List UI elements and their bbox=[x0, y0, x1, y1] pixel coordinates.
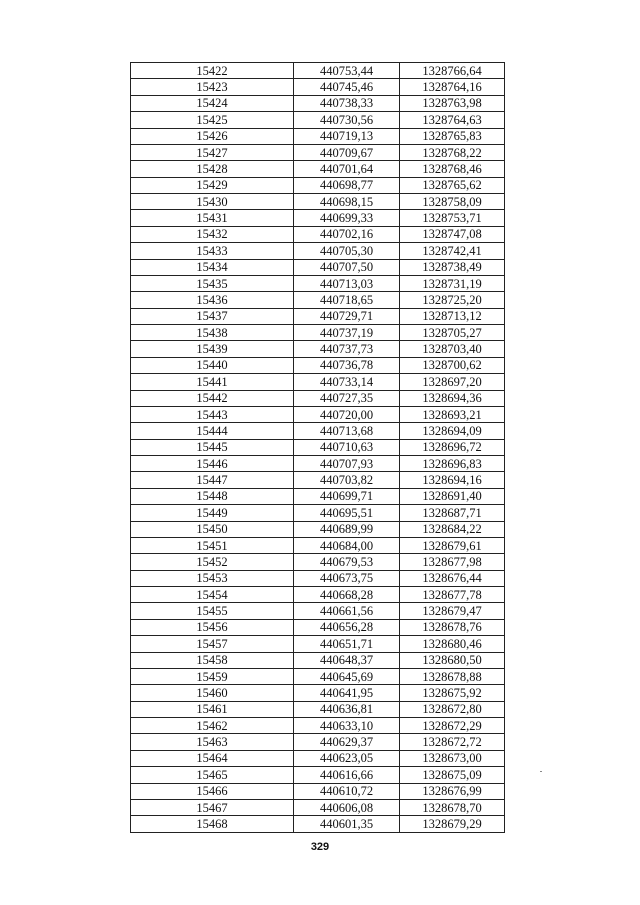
table-row bbox=[131, 701, 505, 717]
point-number-cell: 15427 bbox=[131, 144, 294, 160]
table-row bbox=[131, 603, 505, 619]
point-number-cell: 15460 bbox=[131, 685, 294, 701]
y-coordinate-cell: 1328693,21 bbox=[400, 406, 505, 422]
y-coordinate-cell: 1328677,78 bbox=[400, 587, 505, 603]
y-coordinate-cell: 1328700,62 bbox=[400, 357, 505, 373]
y-coordinate-cell: 1328687,71 bbox=[400, 505, 505, 521]
table-row bbox=[131, 423, 505, 439]
x-coordinate-cell: 440737,19 bbox=[294, 325, 400, 341]
y-coordinate-cell: 1328679,29 bbox=[400, 816, 505, 832]
y-coordinate-cell: 1328753,71 bbox=[400, 210, 505, 226]
point-number-cell: 15429 bbox=[131, 177, 294, 193]
point-number-cell: 15464 bbox=[131, 750, 294, 766]
x-coordinate-cell: 440648,37 bbox=[294, 652, 400, 668]
x-coordinate-cell: 440753,44 bbox=[294, 63, 400, 79]
point-number-cell: 15466 bbox=[131, 783, 294, 799]
point-number-cell: 15445 bbox=[131, 439, 294, 455]
table-row bbox=[131, 505, 505, 521]
point-number-cell: 15463 bbox=[131, 734, 294, 750]
y-coordinate-cell: 1328679,61 bbox=[400, 537, 505, 553]
table-row bbox=[131, 718, 505, 734]
point-number-cell: 15441 bbox=[131, 374, 294, 390]
x-coordinate-cell: 440629,37 bbox=[294, 734, 400, 750]
table-row bbox=[131, 292, 505, 308]
x-coordinate-cell: 440718,65 bbox=[294, 292, 400, 308]
table-row bbox=[131, 112, 505, 128]
point-number-cell: 15468 bbox=[131, 816, 294, 832]
point-number-cell: 15467 bbox=[131, 799, 294, 815]
point-number-cell: 15461 bbox=[131, 701, 294, 717]
point-number-cell: 15458 bbox=[131, 652, 294, 668]
x-coordinate-cell: 440727,35 bbox=[294, 390, 400, 406]
y-coordinate-cell: 1328678,76 bbox=[400, 619, 505, 635]
y-coordinate-cell: 1328766,64 bbox=[400, 63, 505, 79]
y-coordinate-cell: 1328672,80 bbox=[400, 701, 505, 717]
table-row bbox=[131, 783, 505, 799]
y-coordinate-cell: 1328679,47 bbox=[400, 603, 505, 619]
table-row bbox=[131, 210, 505, 226]
y-coordinate-cell: 1328747,08 bbox=[400, 226, 505, 242]
table-row bbox=[131, 161, 505, 177]
point-number-cell: 15449 bbox=[131, 505, 294, 521]
table-row bbox=[131, 472, 505, 488]
x-coordinate-cell: 440633,10 bbox=[294, 718, 400, 734]
table-row bbox=[131, 63, 505, 79]
point-number-cell: 15430 bbox=[131, 194, 294, 210]
point-number-cell: 15465 bbox=[131, 767, 294, 783]
x-coordinate-cell: 440736,78 bbox=[294, 357, 400, 373]
point-number-cell: 15440 bbox=[131, 357, 294, 373]
point-number-cell: 15426 bbox=[131, 128, 294, 144]
x-coordinate-cell: 440699,33 bbox=[294, 210, 400, 226]
x-coordinate-cell: 440668,28 bbox=[294, 587, 400, 603]
y-coordinate-cell: 1328697,20 bbox=[400, 374, 505, 390]
table-row bbox=[131, 488, 505, 504]
y-coordinate-cell: 1328703,40 bbox=[400, 341, 505, 357]
table-row bbox=[131, 341, 505, 357]
table-row bbox=[131, 636, 505, 652]
y-coordinate-cell: 1328680,50 bbox=[400, 652, 505, 668]
y-coordinate-cell: 1328738,49 bbox=[400, 259, 505, 275]
table-row bbox=[131, 816, 505, 832]
point-number-cell: 15442 bbox=[131, 390, 294, 406]
point-number-cell: 15434 bbox=[131, 259, 294, 275]
y-coordinate-cell: 1328765,62 bbox=[400, 177, 505, 193]
point-number-cell: 15431 bbox=[131, 210, 294, 226]
y-coordinate-cell: 1328694,36 bbox=[400, 390, 505, 406]
scan-speck bbox=[540, 771, 542, 772]
point-number-cell: 15422 bbox=[131, 63, 294, 79]
coordinates-table-body bbox=[131, 63, 505, 833]
y-coordinate-cell: 1328758,09 bbox=[400, 194, 505, 210]
x-coordinate-cell: 440601,35 bbox=[294, 816, 400, 832]
table-row bbox=[131, 685, 505, 701]
y-coordinate-cell: 1328694,09 bbox=[400, 423, 505, 439]
x-coordinate-cell: 440720,00 bbox=[294, 406, 400, 422]
x-coordinate-cell: 440733,14 bbox=[294, 374, 400, 390]
y-coordinate-cell: 1328705,27 bbox=[400, 325, 505, 341]
point-number-cell: 15433 bbox=[131, 243, 294, 259]
coordinates-table bbox=[130, 62, 505, 833]
point-number-cell: 15452 bbox=[131, 554, 294, 570]
x-coordinate-cell: 440695,51 bbox=[294, 505, 400, 521]
y-coordinate-cell: 1328676,44 bbox=[400, 570, 505, 586]
table-row bbox=[131, 456, 505, 472]
point-number-cell: 15436 bbox=[131, 292, 294, 308]
x-coordinate-cell: 440698,77 bbox=[294, 177, 400, 193]
x-coordinate-cell: 440737,73 bbox=[294, 341, 400, 357]
y-coordinate-cell: 1328765,83 bbox=[400, 128, 505, 144]
point-number-cell: 15425 bbox=[131, 112, 294, 128]
y-coordinate-cell: 1328673,00 bbox=[400, 750, 505, 766]
table-row bbox=[131, 570, 505, 586]
point-number-cell: 15423 bbox=[131, 79, 294, 95]
x-coordinate-cell: 440616,66 bbox=[294, 767, 400, 783]
table-row bbox=[131, 652, 505, 668]
x-coordinate-cell: 440698,15 bbox=[294, 194, 400, 210]
y-coordinate-cell: 1328676,99 bbox=[400, 783, 505, 799]
point-number-cell: 15450 bbox=[131, 521, 294, 537]
y-coordinate-cell: 1328694,16 bbox=[400, 472, 505, 488]
point-number-cell: 15444 bbox=[131, 423, 294, 439]
table-row bbox=[131, 325, 505, 341]
x-coordinate-cell: 440729,71 bbox=[294, 308, 400, 324]
point-number-cell: 15432 bbox=[131, 226, 294, 242]
table-row bbox=[131, 537, 505, 553]
table-row bbox=[131, 308, 505, 324]
table-row bbox=[131, 521, 505, 537]
x-coordinate-cell: 440673,75 bbox=[294, 570, 400, 586]
y-coordinate-cell: 1328675,92 bbox=[400, 685, 505, 701]
y-coordinate-cell: 1328764,16 bbox=[400, 79, 505, 95]
table-row bbox=[131, 767, 505, 783]
x-coordinate-cell: 440636,81 bbox=[294, 701, 400, 717]
y-coordinate-cell: 1328768,46 bbox=[400, 161, 505, 177]
point-number-cell: 15454 bbox=[131, 587, 294, 603]
x-coordinate-cell: 440719,13 bbox=[294, 128, 400, 144]
y-coordinate-cell: 1328696,83 bbox=[400, 456, 505, 472]
x-coordinate-cell: 440606,08 bbox=[294, 799, 400, 815]
x-coordinate-cell: 440705,30 bbox=[294, 243, 400, 259]
x-coordinate-cell: 440656,28 bbox=[294, 619, 400, 635]
x-coordinate-cell: 440730,56 bbox=[294, 112, 400, 128]
x-coordinate-cell: 440699,71 bbox=[294, 488, 400, 504]
x-coordinate-cell: 440710,63 bbox=[294, 439, 400, 455]
table-row bbox=[131, 194, 505, 210]
x-coordinate-cell: 440679,53 bbox=[294, 554, 400, 570]
y-coordinate-cell: 1328742,41 bbox=[400, 243, 505, 259]
x-coordinate-cell: 440701,64 bbox=[294, 161, 400, 177]
y-coordinate-cell: 1328678,88 bbox=[400, 668, 505, 684]
table-row bbox=[131, 799, 505, 815]
x-coordinate-cell: 440709,67 bbox=[294, 144, 400, 160]
y-coordinate-cell: 1328764,63 bbox=[400, 112, 505, 128]
x-coordinate-cell: 440702,16 bbox=[294, 226, 400, 242]
point-number-cell: 15462 bbox=[131, 718, 294, 734]
point-number-cell: 15435 bbox=[131, 275, 294, 291]
x-coordinate-cell: 440651,71 bbox=[294, 636, 400, 652]
y-coordinate-cell: 1328731,19 bbox=[400, 275, 505, 291]
point-number-cell: 15437 bbox=[131, 308, 294, 324]
y-coordinate-cell: 1328763,98 bbox=[400, 95, 505, 111]
y-coordinate-cell: 1328675,09 bbox=[400, 767, 505, 783]
point-number-cell: 15459 bbox=[131, 668, 294, 684]
x-coordinate-cell: 440610,72 bbox=[294, 783, 400, 799]
y-coordinate-cell: 1328725,20 bbox=[400, 292, 505, 308]
table-row bbox=[131, 243, 505, 259]
y-coordinate-cell: 1328713,12 bbox=[400, 308, 505, 324]
x-coordinate-cell: 440645,69 bbox=[294, 668, 400, 684]
table-row bbox=[131, 734, 505, 750]
y-coordinate-cell: 1328672,29 bbox=[400, 718, 505, 734]
table-row bbox=[131, 177, 505, 193]
point-number-cell: 15448 bbox=[131, 488, 294, 504]
x-coordinate-cell: 440623,05 bbox=[294, 750, 400, 766]
x-coordinate-cell: 440689,99 bbox=[294, 521, 400, 537]
table-row bbox=[131, 357, 505, 373]
table-row bbox=[131, 390, 505, 406]
point-number-cell: 15455 bbox=[131, 603, 294, 619]
point-number-cell: 15428 bbox=[131, 161, 294, 177]
table-row bbox=[131, 619, 505, 635]
y-coordinate-cell: 1328691,40 bbox=[400, 488, 505, 504]
table-row bbox=[131, 128, 505, 144]
table-row bbox=[131, 226, 505, 242]
y-coordinate-cell: 1328768,22 bbox=[400, 144, 505, 160]
point-number-cell: 15453 bbox=[131, 570, 294, 586]
point-number-cell: 15457 bbox=[131, 636, 294, 652]
point-number-cell: 15438 bbox=[131, 325, 294, 341]
table-row bbox=[131, 750, 505, 766]
point-number-cell: 15439 bbox=[131, 341, 294, 357]
y-coordinate-cell: 1328680,46 bbox=[400, 636, 505, 652]
table-row bbox=[131, 144, 505, 160]
table-row bbox=[131, 95, 505, 111]
y-coordinate-cell: 1328678,70 bbox=[400, 799, 505, 815]
x-coordinate-cell: 440684,00 bbox=[294, 537, 400, 553]
point-number-cell: 15446 bbox=[131, 456, 294, 472]
x-coordinate-cell: 440713,68 bbox=[294, 423, 400, 439]
table-row bbox=[131, 554, 505, 570]
y-coordinate-cell: 1328677,98 bbox=[400, 554, 505, 570]
page-number: 329 bbox=[310, 841, 330, 853]
table-row bbox=[131, 259, 505, 275]
x-coordinate-cell: 440707,93 bbox=[294, 456, 400, 472]
point-number-cell: 15451 bbox=[131, 537, 294, 553]
table-row bbox=[131, 668, 505, 684]
point-number-cell: 15447 bbox=[131, 472, 294, 488]
point-number-cell: 15424 bbox=[131, 95, 294, 111]
table-row bbox=[131, 79, 505, 95]
point-number-cell: 15443 bbox=[131, 406, 294, 422]
y-coordinate-cell: 1328696,72 bbox=[400, 439, 505, 455]
x-coordinate-cell: 440661,56 bbox=[294, 603, 400, 619]
x-coordinate-cell: 440745,46 bbox=[294, 79, 400, 95]
x-coordinate-cell: 440707,50 bbox=[294, 259, 400, 275]
x-coordinate-cell: 440713,03 bbox=[294, 275, 400, 291]
y-coordinate-cell: 1328672,72 bbox=[400, 734, 505, 750]
table-row bbox=[131, 439, 505, 455]
table-row bbox=[131, 275, 505, 291]
x-coordinate-cell: 440738,33 bbox=[294, 95, 400, 111]
point-number-cell: 15456 bbox=[131, 619, 294, 635]
x-coordinate-cell: 440641,95 bbox=[294, 685, 400, 701]
x-coordinate-cell: 440703,82 bbox=[294, 472, 400, 488]
y-coordinate-cell: 1328684,22 bbox=[400, 521, 505, 537]
table-row bbox=[131, 406, 505, 422]
table-row bbox=[131, 587, 505, 603]
table-row bbox=[131, 374, 505, 390]
